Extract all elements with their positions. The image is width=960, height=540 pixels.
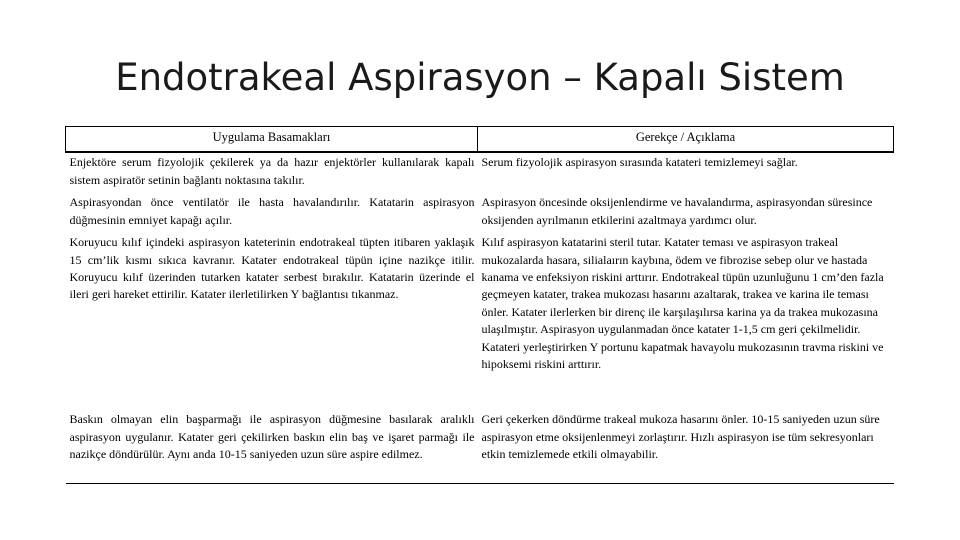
step-cell: Koruyucu kılıf içindeki aspirasyon kateterinin endotrakeal tüpten itibaren yaklaşık 15 cm’lik kısmı sıkıca kavranır. Katater endotrakeal tüpün içine nazikçe itilir. Koruyucu kılıf üzerinden tutarken katater serbest bırakılır. Katatarin üzerinde el ileri geri hareket ettirilir. Katater ilerletilirken Y bağlantısı tıkanmaz.	[69, 235, 475, 302]
rationale-cell: Kılıf aspirasyon katatarini steril tutar. Katater teması ve aspirasyon trakeal mukozalarda hasara, silialaırın kaybına, ödem ve fibrozise sebep olur ve hastada kanama ve enfeksiyon riskini arttırır. Endotrakeal tüpün uzunluğunu 1 cm’den fazla geçmeyen katater, trakea mukozası hasarını azaltarak, trakea ve karina ile teması önler. Katater ilerlerken bir direnç ile karşılaşılırsa karina ya da trakea mukozasına ulaşılmıştır. Aspirasyon uygulanmadan önce katater 1-1,5 cm geri çekilmelidir. Katateri yerleştirirken Y portunu kapatmak havayolu mukozasının travma riskini ve hipoksemi riskini arttırır.	[481, 235, 884, 372]
table-row	[66, 193, 894, 233]
header-steps: Uygulama Basamakları	[66, 127, 478, 153]
rationale-cell: Serum fizyolojik aspirasyon sırasında katateri temizlemeyi sağlar.	[481, 155, 798, 170]
table-row	[66, 233, 894, 410]
slide-title: Endotrakeal Aspirasyon – Kapalı Sistem	[115, 56, 845, 99]
rationale-cell: Aspirasyon öncesinde oksijenlendirme ve havalandırma, aspirasyondan süresince oksijenden ayrılmanın etkilerini azaltmaya yardımcı olur.	[481, 195, 873, 227]
rationale-cell: Geri çekerken döndürme trakeal mukoza hasarını önler. 10-15 saniyeden uzun süre aspirasyon etme oksijenlenmeyi zorlaştırır. Hızlı aspirasyon ise tüm sekresyonları etkin temizlemede etkili olmayabilir.	[478, 410, 894, 484]
step-cell: Enjektöre serum fizyolojik çekilerek ya da hazır enjektörler kullanılarak kapalı sistem aspiratör setinin bağlantı noktasına takılır.	[69, 155, 475, 187]
table-row	[66, 410, 894, 484]
step-cell: Aspirasyondan önce ventilatör ile hasta havalandırılır. Katatarin aspirasyon düğmesinin emniyet kapağı açılır.	[69, 195, 475, 227]
table-header-row	[66, 127, 894, 153]
step-cell: Baskın olmayan elin başparmağı ile aspirasyon düğmesine basılarak aralıklı aspirasyon uygulanır. Katater geri çekilirken baskın elin baş ve işaret parmağı ile nazikçe döndürülür. Aynı anda 10-15 saniyeden uzun süre aspire edilmez.	[66, 410, 478, 484]
table-row	[66, 152, 894, 193]
header-rationale: Gerekçe / Açıklama	[478, 127, 894, 153]
procedure-table	[65, 126, 894, 484]
